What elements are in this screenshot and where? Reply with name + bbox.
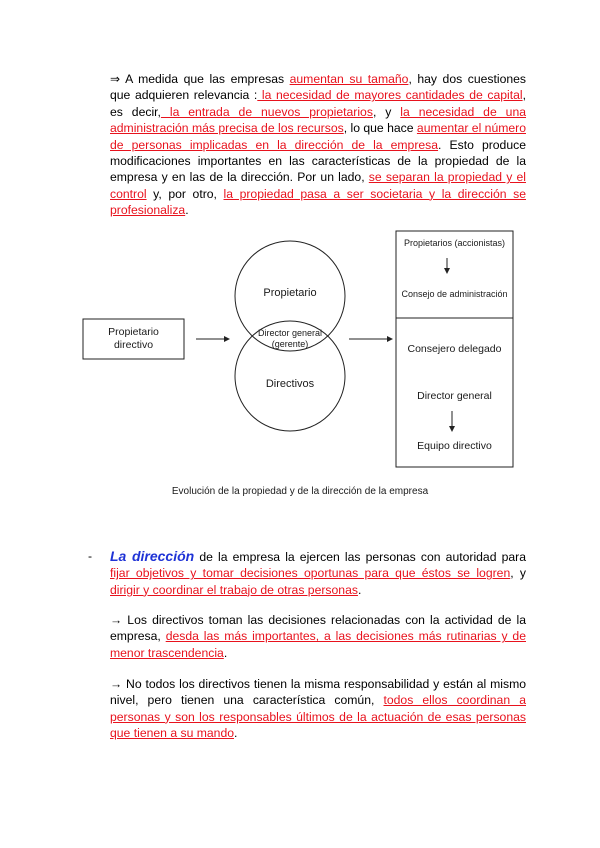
text: No todos los directivos tienen la misma responsabilidad y están al mismo nivel, pero tienen una característica común, [110, 677, 526, 708]
figure-caption: Evolución de la propiedad y de la dirección de la empresa [171, 486, 429, 497]
ceo-label: Consejero delegado [407, 343, 502, 355]
highlight: la propiedad pasa a ser societaria y la dirección se profesionaliza [110, 186, 526, 218]
right-arrow-icon: → [110, 677, 123, 691]
text: , lo que hace [343, 121, 417, 136]
label: Propietario [108, 326, 159, 338]
label: directivo [113, 339, 154, 351]
text: . [357, 582, 362, 597]
shareholders-label: Propietarios (accionistas) [403, 238, 506, 248]
text: de la empresa la ejercen las personas con autoridad para [194, 550, 527, 564]
paragraph-direction [110, 548, 526, 598]
highlight: la necesidad de una administración más precisa de los recursos [110, 104, 526, 136]
label: (gerente) [271, 339, 309, 349]
highlight: fijar objetivos y tomar decisiones oportunas para que éstos se logren [110, 566, 511, 581]
general-director-label [240, 328, 340, 350]
owner-manager-label [83, 326, 184, 352]
paragraph-responsibility [110, 676, 526, 742]
text: , y [372, 104, 401, 119]
highlight: aumentar el número de personas implicadas en la dirección de la empresa [110, 121, 526, 152]
right-arrow-icon: → [110, 613, 123, 627]
text: , es decir, [110, 88, 526, 119]
highlight: la necesidad de mayores cantidades de capital [257, 88, 523, 103]
text: . [185, 203, 189, 218]
board-label: Consejo de administración [401, 289, 508, 299]
section-title: La dirección [110, 548, 195, 564]
owner-circle-label: Propietario [263, 287, 317, 299]
text: . [234, 726, 238, 741]
text: A medida que las empresas [120, 72, 290, 86]
highlight: todos ellos coordinan a personas y son los responsables últimos de la actuación de esas personas que tienen a su mando [110, 693, 526, 741]
director-label: Director general [417, 390, 492, 402]
label: Director general [257, 328, 323, 338]
highlight: desda las más importantes, a las decisiones más rutinarias y de menor trascendencia [110, 629, 526, 660]
text: , y [510, 566, 526, 581]
text: . Esto produce modificaciones importantes en las características de la propiedad de la empresa y en las de la dirección. Por un lado, [110, 137, 526, 185]
arrow-head-right [387, 336, 393, 342]
highlight: aumentan su tamaño [289, 72, 409, 86]
highlight: la entrada de nuevos propietarios [160, 104, 373, 119]
text: Los directivos toman las decisiones relacionadas con la actividad de la empresa, [110, 613, 526, 644]
managers-circle-label: Directivos [265, 378, 315, 390]
text: , hay dos cuestiones que adquieren relevancia : [110, 72, 526, 103]
text: y, por otro, [146, 186, 224, 201]
bullet-marker: - [88, 549, 93, 563]
highlight: dirigir y coordinar el trabajo de otras personas [110, 582, 358, 597]
double-arrow-icon: ⇒ [110, 72, 121, 86]
arrow-owners-board-head [444, 268, 450, 274]
highlight: se separan la propiedad y el control [110, 170, 526, 201]
text: . [223, 645, 228, 660]
team-label: Equipo directivo [417, 440, 492, 452]
arrow-head-left [224, 336, 230, 342]
arrow-director-team-head [449, 426, 455, 432]
paragraph-decisions [110, 612, 526, 661]
